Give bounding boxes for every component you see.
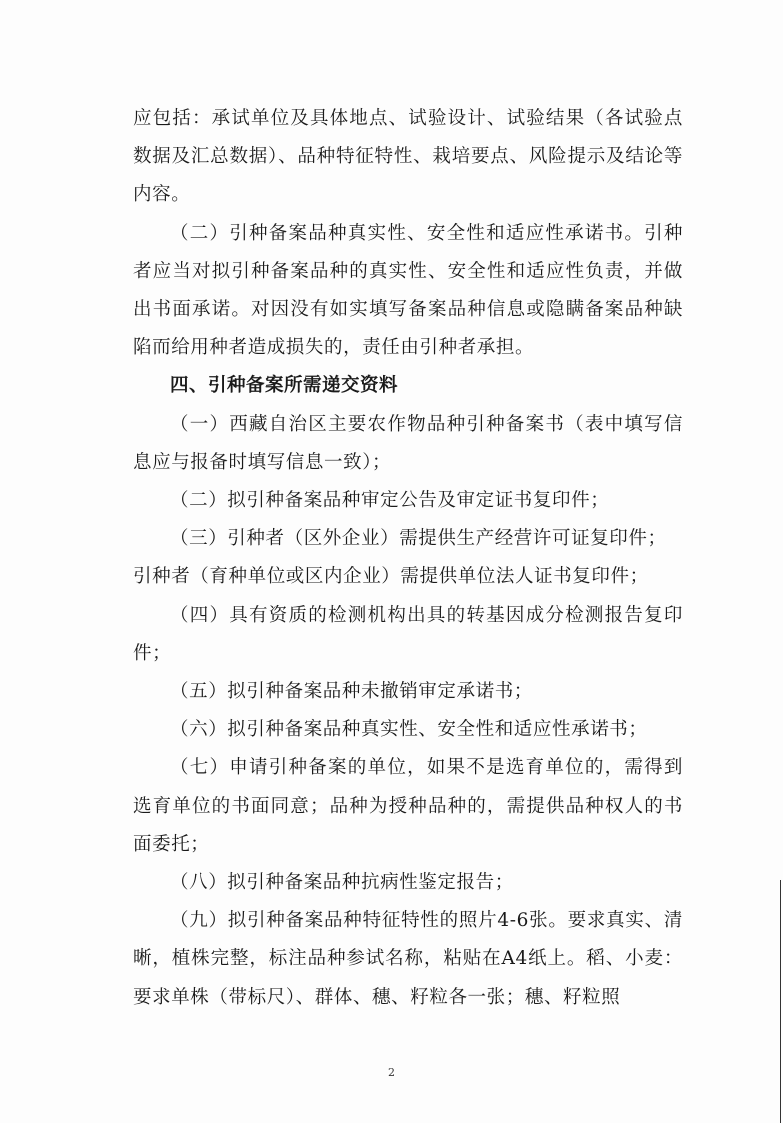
list-item: （二）拟引种备案品种审定公告及审定证书复印件； xyxy=(170,490,610,512)
page-number: 2 xyxy=(388,1066,395,1079)
list-item: （八）拟引种备案品种抗病性鉴定报告； xyxy=(170,872,514,894)
scan-edge-line xyxy=(780,880,782,1123)
section-heading: 四、引种备案所需递交资料 xyxy=(170,375,399,397)
list-item: （七）申请引种备案的单位，如果不是选育单位的，需得到选育单位的书面同意；品种为授种品种的，需提供品种权人的书面委托； xyxy=(133,757,683,855)
list-item: （四）具有资质的检测机构出具的转基因成分检测报告复印件； xyxy=(133,604,683,664)
list-item: 引种者（育种单位或区内企业）需提供单位法人证书复印件； xyxy=(133,566,649,588)
list-item: （九）拟引种备案品种特征特性的照片4-6张。要求真实、清晰，植株完整，标注品种参试名称，粘贴在A4纸上。稻、小麦：要求单株（带标尺）、群体、穗、籽粒各一张；穗、籽粒照 xyxy=(133,910,683,1008)
paragraph-commitment: （二）引种备案品种真实性、安全性和适应性承诺书。引种者应当对拟引种备案品种的真实性、安全性和适应性负责，并做出书面承诺。对因没有如实填写备案品种信息或隐瞒备案品种缺陷而给用种者造成损失的，责任由引种者承担。 xyxy=(133,222,683,359)
list-item: （一）西藏自治区主要农作物品种引种备案书（表中填写信息应与报备时填写信息一致）； xyxy=(133,413,683,473)
paragraph-continuation: 应包括：承试单位及具体地点、试验设计、试验结果（各试验点数据及汇总数据）、品种特征特性、栽培要点、风险提示及结论等内容。 xyxy=(133,108,683,206)
list-item: （六）拟引种备案品种真实性、安全性和适应性承诺书； xyxy=(170,719,648,741)
list-item: （三）引种者（区外企业）需提供生产经营许可证复印件； xyxy=(170,528,667,550)
list-item: （五）拟引种备案品种未撤销审定承诺书； xyxy=(170,681,533,703)
document-body xyxy=(133,100,683,1017)
